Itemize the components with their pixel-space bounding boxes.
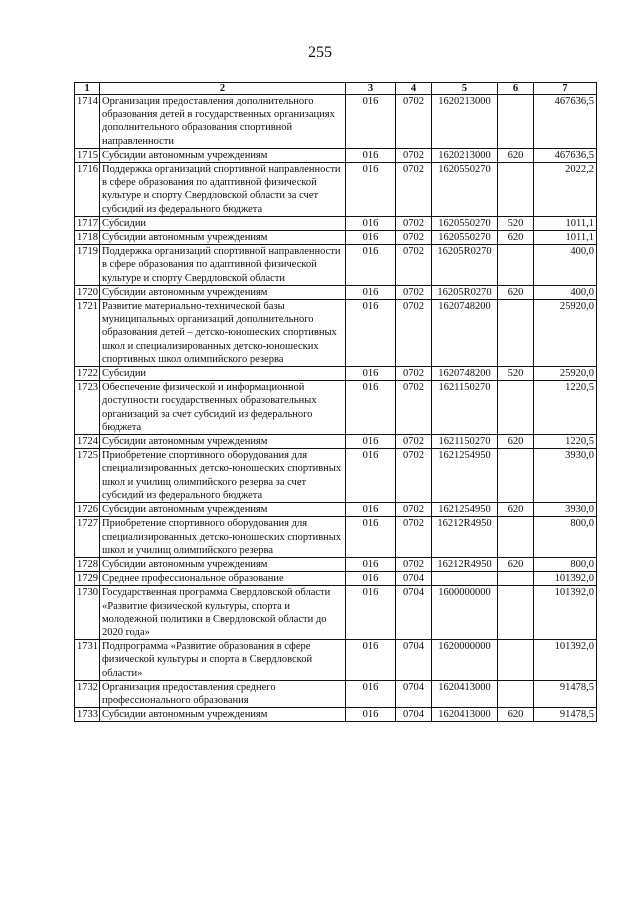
row-name: Приобретение спортивного оборудования для специализированных детско-юношеских спортивных школ и училищ олимпийского резерва за счет субсидий из федерального бюджета	[100, 449, 346, 503]
row-admin-code: 016	[346, 557, 396, 571]
row-section-code: 0702	[396, 503, 432, 517]
row-expense-type	[498, 572, 534, 586]
row-number: 1718	[75, 231, 100, 245]
row-target-code: 16212R4950	[432, 557, 498, 571]
row-amount: 91478,5	[534, 708, 597, 722]
table-body	[75, 95, 597, 722]
row-expense-type	[498, 517, 534, 558]
row-target-code: 16212R4950	[432, 517, 498, 558]
row-expense-type	[498, 300, 534, 367]
row-section-code: 0702	[396, 557, 432, 571]
row-amount: 1011,1	[534, 231, 597, 245]
row-admin-code: 016	[346, 503, 396, 517]
column-header: 1	[75, 83, 100, 95]
row-name: Подпрограмма «Развитие образования в сфере физической культуры и спорта в Свердловской области»	[100, 640, 346, 681]
row-number: 1722	[75, 367, 100, 381]
table-row	[75, 517, 597, 558]
column-header: 2	[100, 83, 346, 95]
table-row	[75, 503, 597, 517]
row-name: Субсидии автономным учреждениям	[100, 231, 346, 245]
row-number: 1720	[75, 285, 100, 299]
row-number: 1715	[75, 148, 100, 162]
row-amount: 3930,0	[534, 449, 597, 503]
row-number: 1728	[75, 557, 100, 571]
table-row	[75, 231, 597, 245]
row-admin-code: 016	[346, 449, 396, 503]
row-target-code: 1620748200	[432, 367, 498, 381]
row-target-code: 1620213000	[432, 95, 498, 149]
row-section-code: 0704	[396, 640, 432, 681]
row-name: Организация предоставления дополнительного образования детей в государственных организациях дополнительного образования спортивной направленности	[100, 95, 346, 149]
row-number: 1729	[75, 572, 100, 586]
row-amount: 800,0	[534, 517, 597, 558]
row-name: Субсидии	[100, 216, 346, 230]
row-section-code: 0702	[396, 300, 432, 367]
table-row	[75, 435, 597, 449]
row-section-code: 0704	[396, 572, 432, 586]
row-number: 1723	[75, 381, 100, 435]
row-expense-type: 620	[498, 503, 534, 517]
row-target-code: 1620000000	[432, 640, 498, 681]
row-number: 1714	[75, 95, 100, 149]
row-name: Государственная программа Свердловской области «Развитие физической культуры, спорта и молодежной политики в Свердловской области до 2020 года»	[100, 586, 346, 640]
table-row	[75, 163, 597, 217]
table-row	[75, 245, 597, 286]
page-number: 255	[308, 44, 332, 61]
row-number: 1732	[75, 680, 100, 707]
row-name: Развитие материально-технической базы муниципальных организаций дополнительного образования детей – детско-юношеских спортивных школ и специализированных детско-юношеских спортивных школ олимпийского резерва	[100, 300, 346, 367]
row-name: Субсидии автономным учреждениям	[100, 503, 346, 517]
row-expense-type	[498, 586, 534, 640]
table-row	[75, 148, 597, 162]
row-target-code: 1621254950	[432, 449, 498, 503]
row-section-code: 0702	[396, 148, 432, 162]
table-header-row	[75, 83, 597, 95]
row-section-code: 0702	[396, 216, 432, 230]
row-number: 1725	[75, 449, 100, 503]
row-number: 1719	[75, 245, 100, 286]
row-target-code	[432, 572, 498, 586]
row-amount: 91478,5	[534, 680, 597, 707]
row-name: Субсидии автономным учреждениям	[100, 148, 346, 162]
row-admin-code: 016	[346, 572, 396, 586]
row-admin-code: 016	[346, 231, 396, 245]
row-admin-code: 016	[346, 435, 396, 449]
row-admin-code: 016	[346, 95, 396, 149]
row-name: Субсидии автономным учреждениям	[100, 435, 346, 449]
row-admin-code: 016	[346, 367, 396, 381]
row-admin-code: 016	[346, 517, 396, 558]
row-target-code: 1621254950	[432, 503, 498, 517]
row-name: Приобретение спортивного оборудования для специализированных детско-юношеских спортивных школ и училищ олимпийского резерва	[100, 517, 346, 558]
row-admin-code: 016	[346, 300, 396, 367]
row-admin-code: 016	[346, 216, 396, 230]
row-amount: 400,0	[534, 245, 597, 286]
row-expense-type	[498, 680, 534, 707]
row-expense-type: 620	[498, 435, 534, 449]
row-section-code: 0704	[396, 680, 432, 707]
row-amount: 101392,0	[534, 640, 597, 681]
table-row	[75, 381, 597, 435]
row-name: Субсидии	[100, 367, 346, 381]
row-target-code: 1620550270	[432, 163, 498, 217]
row-target-code: 1621150270	[432, 435, 498, 449]
row-number: 1724	[75, 435, 100, 449]
row-amount: 400,0	[534, 285, 597, 299]
table-row	[75, 285, 597, 299]
column-header: 5	[432, 83, 498, 95]
row-section-code: 0702	[396, 449, 432, 503]
row-number: 1727	[75, 517, 100, 558]
row-expense-type	[498, 449, 534, 503]
row-admin-code: 016	[346, 245, 396, 286]
row-name: Субсидии автономным учреждениям	[100, 708, 346, 722]
row-target-code: 16205R0270	[432, 285, 498, 299]
column-header: 3	[346, 83, 396, 95]
row-admin-code: 016	[346, 680, 396, 707]
column-header: 7	[534, 83, 597, 95]
table-row	[75, 708, 597, 722]
row-expense-type: 620	[498, 285, 534, 299]
table-row	[75, 449, 597, 503]
row-amount: 2022,2	[534, 163, 597, 217]
row-amount: 1220,5	[534, 435, 597, 449]
row-section-code: 0702	[396, 435, 432, 449]
row-expense-type	[498, 245, 534, 286]
row-section-code: 0702	[396, 163, 432, 217]
row-target-code: 1620213000	[432, 148, 498, 162]
row-target-code: 1620413000	[432, 680, 498, 707]
table-row	[75, 680, 597, 707]
budget-table	[74, 82, 597, 722]
row-amount: 1011,1	[534, 216, 597, 230]
row-expense-type	[498, 640, 534, 681]
row-target-code: 1600000000	[432, 586, 498, 640]
row-name: Субсидии автономным учреждениям	[100, 557, 346, 571]
row-name: Среднее профессиональное образование	[100, 572, 346, 586]
row-amount: 467636,5	[534, 148, 597, 162]
row-admin-code: 016	[346, 163, 396, 217]
row-section-code: 0702	[396, 231, 432, 245]
row-number: 1731	[75, 640, 100, 681]
table-row	[75, 586, 597, 640]
row-expense-type: 620	[498, 557, 534, 571]
table-row	[75, 216, 597, 230]
row-expense-type	[498, 381, 534, 435]
row-expense-type: 520	[498, 367, 534, 381]
row-expense-type: 620	[498, 708, 534, 722]
table-row	[75, 300, 597, 367]
row-target-code: 1620748200	[432, 300, 498, 367]
row-amount: 101392,0	[534, 572, 597, 586]
row-target-code: 1620550270	[432, 231, 498, 245]
row-section-code: 0702	[396, 285, 432, 299]
column-header: 6	[498, 83, 534, 95]
row-number: 1716	[75, 163, 100, 217]
row-name: Субсидии автономным учреждениям	[100, 285, 346, 299]
row-amount: 3930,0	[534, 503, 597, 517]
row-section-code: 0704	[396, 586, 432, 640]
row-amount: 800,0	[534, 557, 597, 571]
row-section-code: 0702	[396, 367, 432, 381]
table-row	[75, 640, 597, 681]
row-target-code: 1620413000	[432, 708, 498, 722]
row-name: Организация предоставления среднего профессионального образования	[100, 680, 346, 707]
table-row	[75, 572, 597, 586]
row-target-code: 1621150270	[432, 381, 498, 435]
row-name: Обеспечение физической и информационной доступности государственных образовательных организаций за счет субсидий из федерального бюджета	[100, 381, 346, 435]
row-admin-code: 016	[346, 148, 396, 162]
row-expense-type	[498, 163, 534, 217]
row-section-code: 0702	[396, 95, 432, 149]
row-section-code: 0702	[396, 381, 432, 435]
row-expense-type	[498, 95, 534, 149]
row-amount: 101392,0	[534, 586, 597, 640]
row-section-code: 0704	[396, 708, 432, 722]
row-amount: 25920,0	[534, 300, 597, 367]
row-admin-code: 016	[346, 586, 396, 640]
row-target-code: 16205R0270	[432, 245, 498, 286]
row-section-code: 0702	[396, 245, 432, 286]
row-number: 1726	[75, 503, 100, 517]
row-number: 1730	[75, 586, 100, 640]
row-name: Поддержка организаций спортивной направленности в сфере образования по адаптивной физической культуре и спорту Свердловской области	[100, 245, 346, 286]
row-name: Поддержка организаций спортивной направленности в сфере образования по адаптивной физической культуре и спорту Свердловской области за счет субсидий из федерального бюджета	[100, 163, 346, 217]
row-expense-type: 620	[498, 148, 534, 162]
row-expense-type: 620	[498, 231, 534, 245]
row-admin-code: 016	[346, 381, 396, 435]
column-header: 4	[396, 83, 432, 95]
row-amount: 25920,0	[534, 367, 597, 381]
row-target-code: 1620550270	[432, 216, 498, 230]
row-admin-code: 016	[346, 285, 396, 299]
row-admin-code: 016	[346, 708, 396, 722]
table-row	[75, 367, 597, 381]
row-number: 1721	[75, 300, 100, 367]
row-amount: 1220,5	[534, 381, 597, 435]
row-amount: 467636,5	[534, 95, 597, 149]
row-admin-code: 016	[346, 640, 396, 681]
table-row	[75, 557, 597, 571]
row-section-code: 0702	[396, 517, 432, 558]
row-expense-type: 520	[498, 216, 534, 230]
table-row	[75, 95, 597, 149]
row-number: 1733	[75, 708, 100, 722]
row-number: 1717	[75, 216, 100, 230]
